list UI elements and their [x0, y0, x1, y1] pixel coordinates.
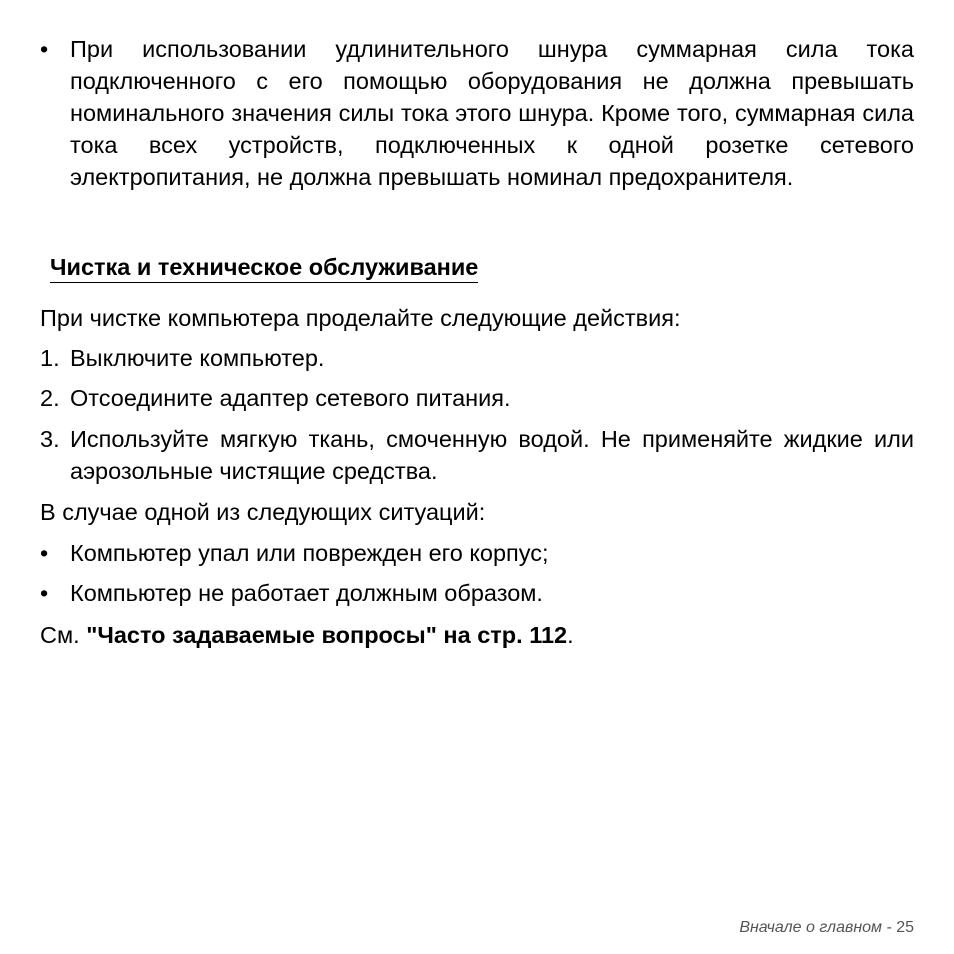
reference-prefix: См.	[40, 622, 87, 648]
faq-reference-link[interactable]: "Часто задаваемые вопросы" на стр. 112	[86, 622, 568, 648]
step-number: 3.	[40, 426, 60, 452]
cleaning-intro: При чистке компьютера проделайте следующие действия:	[40, 305, 681, 331]
cleaning-step-1	[40, 342, 914, 374]
reference-suffix: .	[567, 622, 574, 648]
extension-cord-bullet	[40, 33, 914, 193]
situation-item-2	[40, 577, 914, 609]
step-text: Выключите компьютер.	[70, 345, 325, 371]
cleaning-step-2	[40, 382, 914, 414]
bullet-marker: •	[40, 36, 49, 62]
situation-item-1	[40, 537, 914, 569]
step-text: Отсоедините адаптер сетевого питания.	[70, 385, 511, 411]
bullet-marker: •	[40, 540, 49, 566]
extension-cord-text: При использовании удлинительного шнура суммарная сила тока подключенного с его помощью оборудования не должна превышать номинального значения силы тока этого шнура. Кроме того, суммарная сила тока всех устройств, подключенных к одной розетке сетевого электропитания, не должна превышать номинал предохранителя.	[70, 36, 914, 190]
footer-section-name: Вначале о главном -	[739, 919, 897, 936]
bullet-marker: •	[40, 580, 49, 606]
step-number: 2.	[40, 385, 60, 411]
cleaning-step-3	[40, 423, 914, 487]
step-number: 1.	[40, 345, 60, 371]
situations-intro: В случае одной из следующих ситуаций:	[40, 499, 486, 525]
situation-text: Компьютер не работает должным образом.	[70, 580, 543, 606]
section-heading: Чистка и техническое обслуживание	[50, 252, 478, 283]
page-number: 25	[896, 919, 914, 936]
page-footer	[739, 918, 914, 938]
situation-text: Компьютер упал или поврежден его корпус;	[70, 540, 549, 566]
faq-reference	[40, 619, 914, 651]
step-text: Используйте мягкую ткань, смоченную водой. Не применяйте жидкие или аэрозольные чистящие средства.	[70, 426, 914, 484]
